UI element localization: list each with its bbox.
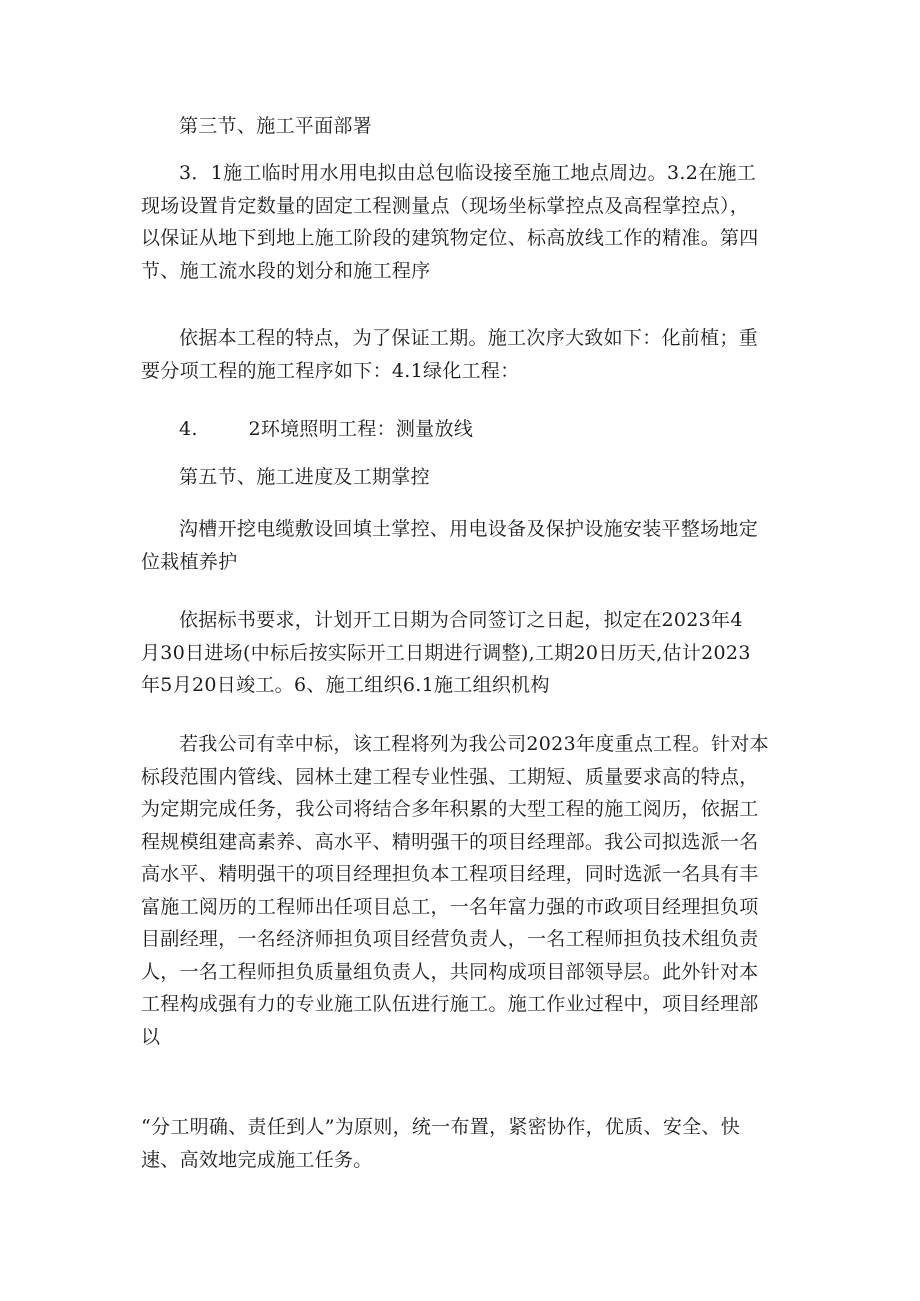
paragraph-line: 速、高效地完成施工任务。 — [141, 1148, 373, 1171]
section-heading-5 — [0, 461, 920, 494]
paragraph-line: “分工明确、责任到人”为原则，统一布置，紧密协作，优质、安全、快 — [141, 1116, 741, 1138]
paragraph-line: 若我公司有幸中标，该工程将列为我公司2023年度重点工程。针对本 — [179, 733, 769, 755]
paragraph-sequence — [0, 322, 920, 387]
section-heading-3 — [0, 110, 920, 143]
paragraph-line: 程规模组建高素养、高水平、精明强干的项目经理部。我公司拟选派一名 — [141, 830, 759, 853]
paragraph-line: 为定期完成任务，我公司将结合多年积累的大型工程的施工阅历，依据工 — [141, 798, 759, 820]
paragraph-line: 月30日进场(中标后按实际开工日期进行调整),工期20日历天,估计2023 — [141, 641, 751, 664]
paragraph-line: 4. 2环境照明工程：测量放线 — [179, 418, 474, 440]
paragraph-line: 3．1施工临时用水用电拟由总包临设接至施工地点周边。3.2在施工 — [179, 162, 756, 184]
paragraph-principle — [0, 1111, 920, 1176]
paragraph-line: 标段范围内管线、园林土建工程专业性强、工期短、质量要求高的特点， — [141, 765, 759, 788]
paragraph-line: 工程构成强有力的专业施工队伍进行施工。施工作业过程中，项目经理部 — [141, 993, 759, 1015]
paragraph-organization — [0, 728, 920, 1053]
paragraph-line: 富施工阅历的工程师出任项目总工，一名年富力强的市政项目经理担负项 — [141, 895, 759, 918]
paragraph-lighting — [0, 413, 920, 446]
paragraph-line: 高水平、精明强干的项目经理担负本工程项目经理，同时选派一名具有丰 — [141, 863, 759, 885]
paragraph-water-electric — [0, 157, 920, 287]
paragraph-trench — [0, 513, 920, 578]
paragraph-line: 目副经理，一名经济师担负项目经营负责人，一名工程师担负技术组负责 — [141, 928, 759, 950]
paragraph-line: 位栽植养护 — [141, 550, 238, 573]
paragraph-line: 以保证从地下到地上施工阶段的建筑物定位、标高放线工作的精准。第四 — [141, 227, 759, 249]
paragraph-line: 人，一名工程师担负质量组负责人，共同构成项目部领导层。此外针对本 — [141, 960, 759, 983]
heading-text: 第三节、施工平面部署 — [179, 115, 373, 137]
paragraph-line: 以 — [141, 1025, 161, 1048]
paragraph-line: 依据标书要求，计划开工日期为合同签订之日起，拟定在2023年4 — [179, 609, 743, 631]
paragraph-line: 要分项工程的施工程序如下：4.1绿化工程： — [141, 359, 520, 382]
paragraph-line: 依据本工程的特点，为了保证工期。施工次序大致如下：化前植；重 — [179, 327, 759, 349]
paragraph-schedule — [0, 604, 920, 702]
paragraph-line: 节、施工流水段的划分和施工程序 — [141, 259, 431, 282]
paragraph-line: 沟槽开挖电缆敷设回填土掌控、用电设备及保护设施安装平整场地定 — [179, 518, 759, 540]
paragraph-line: 现场设置肯定数量的固定工程测量点（现场坐标掌控点及高程掌控点）， — [141, 194, 750, 217]
paragraph-line: 年5月20日竣工。6、施工组织6.1施工组织机构 — [141, 674, 550, 696]
heading-text: 第五节、施工进度及工期掌控 — [179, 466, 430, 488]
